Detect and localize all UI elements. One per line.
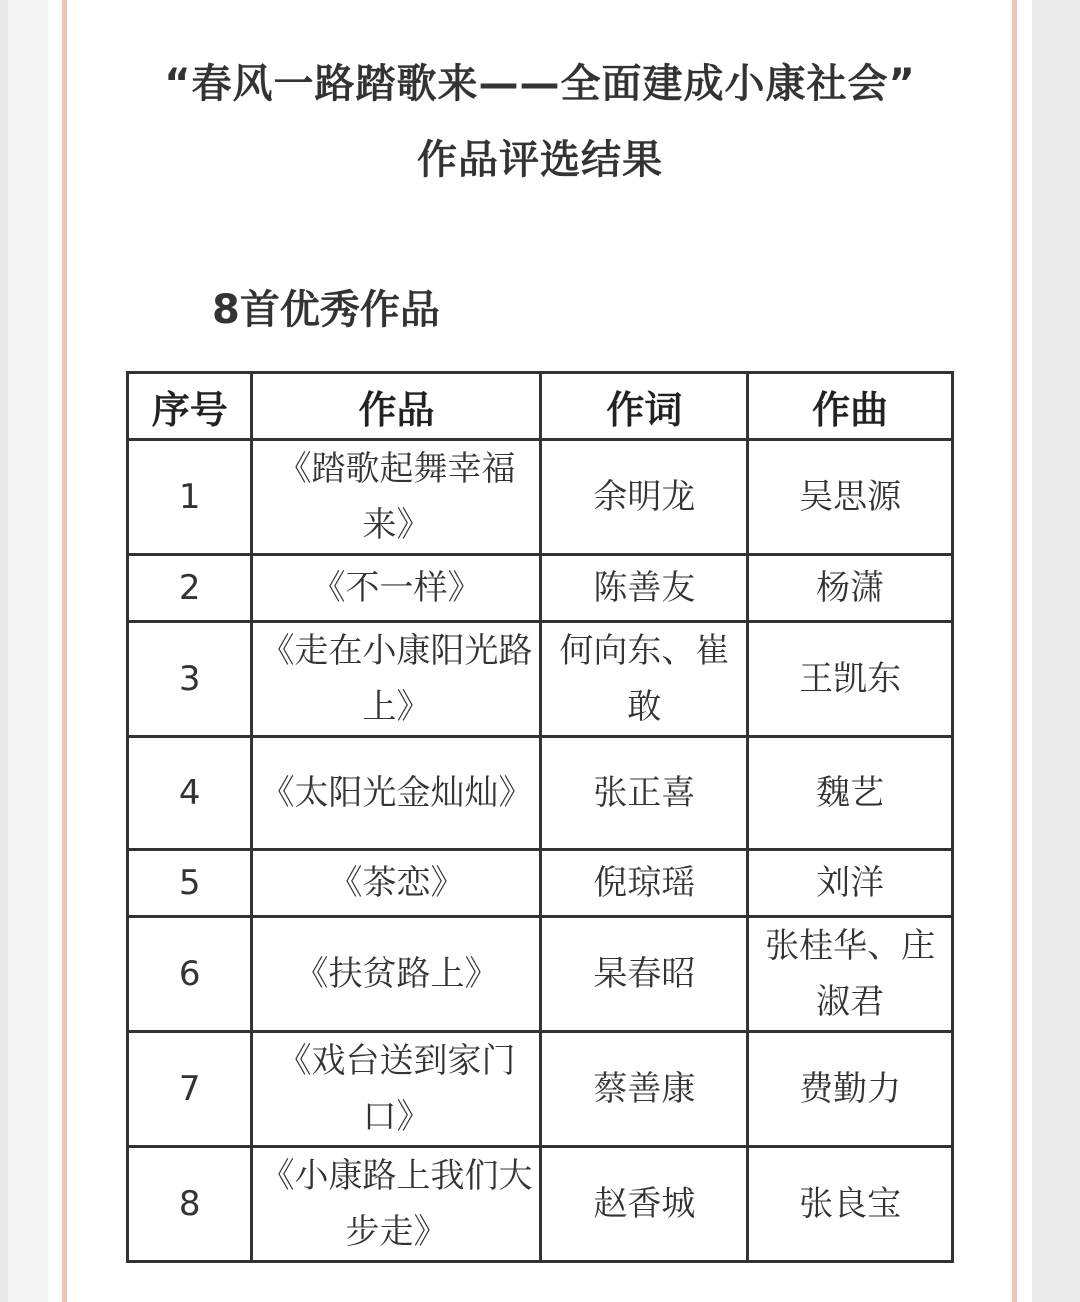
table-row (128, 737, 953, 850)
table-row (128, 1147, 953, 1262)
cell-lyricist: 何向东、崔敢 (541, 622, 748, 737)
cell-work: 《戏台送到家门口》 (252, 1032, 541, 1147)
cell-seq: 7 (128, 1032, 252, 1147)
table-row (128, 917, 953, 1032)
cell-lyricist: 陈善友 (541, 555, 748, 622)
page-subtitle: 作品评选结果 (417, 137, 663, 183)
cell-seq: 3 (128, 622, 252, 737)
cell-composer: 魏艺 (748, 737, 953, 850)
cell-composer: 张桂华、庄淑君 (748, 917, 953, 1032)
cell-seq: 1 (128, 440, 252, 555)
table-row (128, 850, 953, 917)
cell-composer: 张良宝 (748, 1147, 953, 1262)
table-row (128, 622, 953, 737)
table-row (128, 555, 953, 622)
cell-work: 《太阳光金灿灿》 (252, 737, 541, 850)
cell-composer: 王凯东 (748, 622, 953, 737)
page-title: “春风一路踏歌来——全面建成小康社会” (164, 61, 916, 107)
right-margin (1032, 0, 1080, 1302)
cell-lyricist: 余明龙 (541, 440, 748, 555)
table-row (128, 1032, 953, 1147)
cell-seq: 2 (128, 555, 252, 622)
cell-seq: 6 (128, 917, 252, 1032)
cell-work: 《走在小康阳光路上》 (252, 622, 541, 737)
cell-work: 《不一样》 (252, 555, 541, 622)
header-work: 作品 (252, 373, 541, 440)
cell-seq: 4 (128, 737, 252, 850)
header-seq: 序号 (128, 373, 252, 440)
decorative-border-right (1012, 0, 1017, 1302)
cell-work: 《踏歌起舞幸福来》 (252, 440, 541, 555)
cell-lyricist: 蔡善康 (541, 1032, 748, 1147)
cell-composer: 费勤力 (748, 1032, 953, 1147)
results-table (126, 371, 954, 1263)
cell-composer: 吴思源 (748, 440, 953, 555)
cell-composer: 刘洋 (748, 850, 953, 917)
cell-seq: 8 (128, 1147, 252, 1262)
cell-lyricist: 赵香城 (541, 1147, 748, 1262)
cell-work: 《扶贫路上》 (252, 917, 541, 1032)
cell-lyricist: 倪琼瑶 (541, 850, 748, 917)
cell-seq: 5 (128, 850, 252, 917)
header-lyricist: 作词 (541, 373, 748, 440)
table-row (128, 440, 953, 555)
header-composer: 作曲 (748, 373, 953, 440)
section-heading: 8首优秀作品 (212, 287, 440, 333)
cell-work: 《茶恋》 (252, 850, 541, 917)
cell-lyricist: 杲春昭 (541, 917, 748, 1032)
left-margin (0, 0, 8, 1302)
cell-work: 《小康路上我们大步走》 (252, 1147, 541, 1262)
decorative-border-left (62, 0, 67, 1302)
table-header-row (128, 373, 953, 440)
cell-lyricist: 张正喜 (541, 737, 748, 850)
cell-composer: 杨潇 (748, 555, 953, 622)
